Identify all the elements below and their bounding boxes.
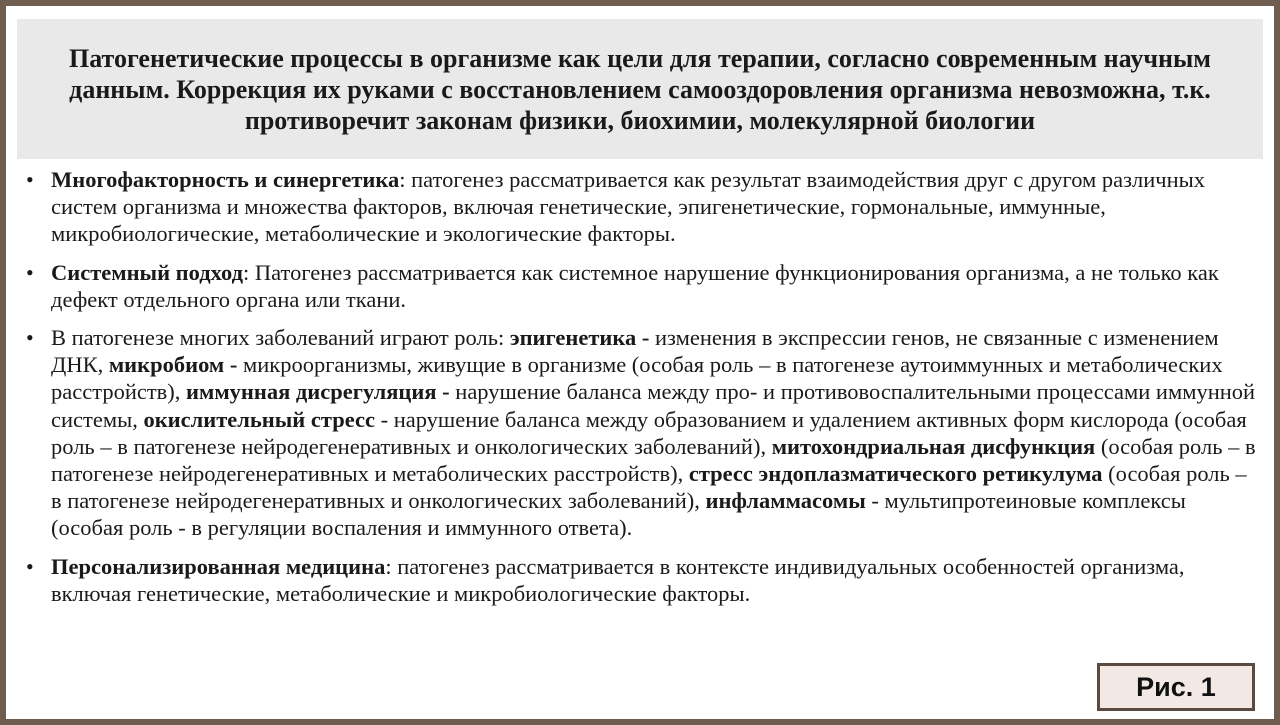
term-immune-dysregulation: иммунная дисрегуляция -	[186, 379, 450, 405]
text-oxidative-stress: - нарушение баланса между образованием и удалением активных форм кислорода (особая роль – в патогенезе нейродегенеративных и онкологических заболеваний),	[51, 406, 1247, 459]
bullet-pathogenesis-factors	[6, 324, 1274, 542]
text-mitochondrial-dysfunction: (особая роль – в патогенезе нейродегенеративных и метаболических расстройств),	[51, 433, 1256, 487]
term-oxidative-stress: окислительный стресс	[143, 406, 375, 432]
bullet-personalized-medicine	[6, 553, 1274, 607]
bullet-list	[6, 166, 1274, 618]
bullet-term: Многофакторность и синергетика	[51, 167, 400, 192]
text-immune-dysregulation: нарушение баланса между про- и противовоспалительными процессами иммунной системы,	[51, 379, 1256, 432]
bullet-term: Системный подход	[51, 259, 244, 285]
text-er-stress: (особая роль – в патогенезе нейродегенеративных и онкологических заболеваний),	[51, 461, 1247, 514]
bullet-system-approach	[6, 259, 1274, 313]
bullet-text: : патогенез рассматривается в контексте индивидуальных особенностей организма, включая генетические, метаболические и микробиологические факторы.	[51, 553, 1185, 606]
bullet-marker: •	[26, 259, 34, 285]
text-epigenetics: изменения в экспрессии генов, не связанные с изменением ДНК,	[51, 325, 1219, 378]
bullet-term: Персонализированная медицина	[51, 553, 386, 579]
bullet-marker: •	[26, 325, 34, 351]
text-inflammasomes: - мультипротеиновые комплексы (особая роль - в регуляции воспаления и иммунного ответа).	[51, 488, 1186, 541]
bullet-marker: •	[26, 553, 34, 579]
term-microbiome: микробиом -	[108, 352, 238, 378]
slide	[6, 6, 1274, 719]
term-er-stress: стресс эндоплазматического ретикулума	[688, 461, 1103, 487]
title-box	[17, 19, 1263, 159]
bullet-text: : патогенез рассматривается как результат взаимодействия друг с другом различных систем организма и множества факторов, включая генетические, эпигенетические, гормональные, иммунные, микробиологические, метаболические и экологические факторы.	[51, 167, 1206, 247]
bullet-multifactorial	[6, 166, 1274, 248]
term-epigenetics: эпигенетика -	[509, 325, 650, 351]
slide-title: Патогенетические процессы в организме как цели для терапии, согласно современным научным данным. Коррекция их руками с восстановлением самооздоровления организма невозможна, т.к. противоречит законам физики, биохимии, молекулярной биологии	[68, 43, 1211, 135]
figure-label: Рис. 1	[1097, 663, 1255, 711]
text-microbiome: микроорганизмы, живущие в организме (особая роль – в патогенезе аутоиммунных и метаболических расстройств),	[51, 352, 1223, 405]
term-inflammasomes: инфламмасомы	[705, 488, 866, 514]
term-mitochondrial-dysfunction: митохондриальная дисфункция	[771, 433, 1096, 459]
bullet-intro: В патогенезе многих заболеваний играют роль:	[51, 325, 510, 351]
bullet-text: : Патогенез рассматривается как системное нарушение функционирования организма, а не только как дефект отдельного органа или ткани.	[51, 259, 1219, 312]
bullet-marker: •	[26, 167, 34, 192]
